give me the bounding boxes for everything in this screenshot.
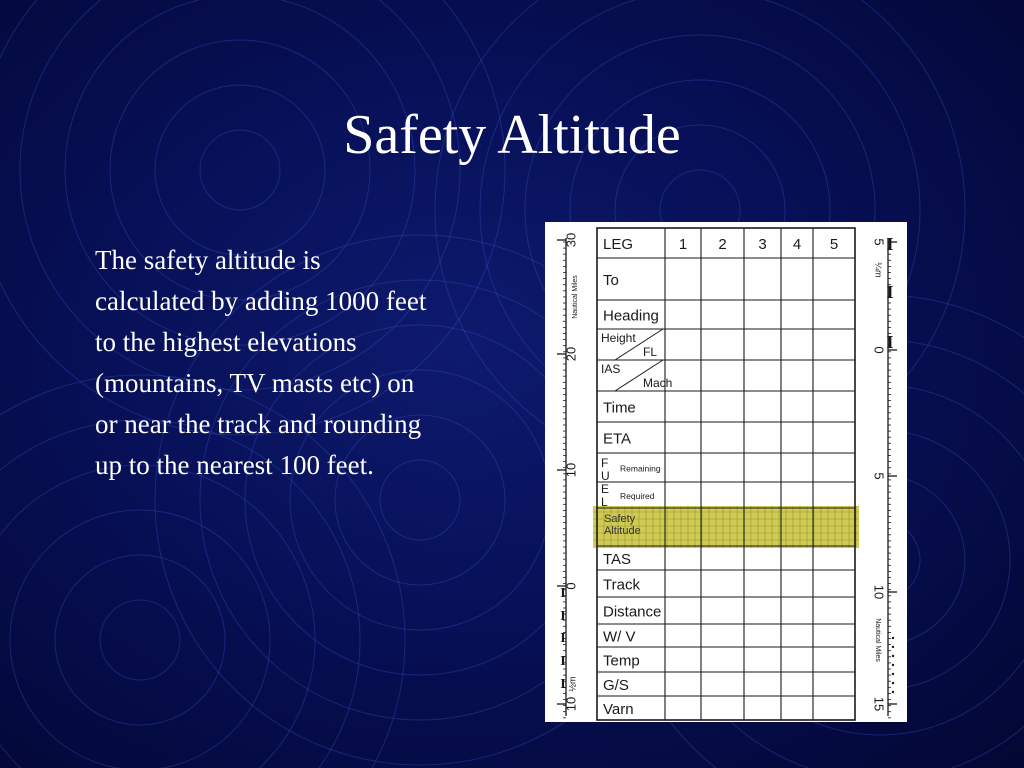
slide-title: Safety Altitude bbox=[343, 104, 681, 166]
left-scale-marker: I bbox=[560, 654, 566, 669]
log-split-label-bottom: Mach bbox=[643, 376, 673, 390]
safety-altitude-label: Altitude bbox=[604, 525, 641, 537]
log-split-label-top: IAS bbox=[601, 362, 621, 376]
right-scale-marker: I bbox=[886, 234, 894, 254]
navigation-log-form bbox=[545, 222, 907, 722]
log-header-label: LEG bbox=[603, 236, 634, 253]
right-scale-marker: I bbox=[886, 282, 894, 302]
right-scale-tick-label: 15 bbox=[871, 696, 887, 712]
log-row-label: W/ V bbox=[603, 628, 636, 646]
fuel-letter: F bbox=[601, 456, 609, 470]
log-split-label-top: Height bbox=[601, 331, 636, 345]
right-scale-quarter-mark: ¼m bbox=[873, 262, 884, 278]
left-scale-tick-label: 0 bbox=[563, 582, 579, 590]
log-row-label: Time bbox=[603, 399, 636, 417]
log-leg-number: 1 bbox=[678, 236, 688, 253]
log-row-label: Varn bbox=[603, 701, 634, 718]
log-row-label: Heading bbox=[603, 307, 659, 325]
right-scale-unit: Nautical Miles bbox=[874, 618, 882, 662]
right-scale-dot bbox=[892, 682, 894, 684]
fuel-letter: E bbox=[601, 482, 610, 496]
left-scale-marker: I bbox=[560, 677, 566, 692]
log-row-label: ETA bbox=[603, 430, 632, 448]
decorative-ring bbox=[100, 600, 180, 680]
log-row-label: Temp bbox=[603, 652, 640, 670]
log-row-label: G/S bbox=[603, 677, 629, 694]
right-scale-tick-label: 5 bbox=[871, 238, 887, 246]
right-scale-marker: I bbox=[886, 332, 894, 352]
log-row-label: To bbox=[603, 272, 619, 289]
left-scale-marker: I bbox=[560, 631, 566, 646]
left-scale-tick-label: 30 bbox=[563, 232, 579, 248]
right-scale-dot bbox=[892, 637, 894, 639]
log-split-label-bottom: FL bbox=[643, 345, 658, 359]
left-scale-marker: I bbox=[560, 586, 566, 601]
right-scale-dot bbox=[892, 646, 894, 648]
log-row-label: TAS bbox=[603, 551, 632, 568]
log-leg-number: 2 bbox=[718, 236, 727, 253]
left-scale-unit: Nautical Miles bbox=[571, 275, 579, 319]
navigation-log-figure bbox=[545, 222, 907, 722]
right-scale-dot bbox=[892, 691, 894, 693]
log-row-label: Distance bbox=[603, 603, 662, 621]
log-row-label: Track bbox=[603, 576, 640, 594]
right-scale-dot bbox=[892, 655, 894, 657]
log-leg-number: 4 bbox=[792, 236, 802, 253]
log-table-frame bbox=[597, 228, 855, 720]
fuel-row-label: Required bbox=[620, 491, 655, 501]
slide-body-text: The safety altitude is calculated by adding 1000 feet to the highest elevations (mountains, TV masts etc) on or near the track and rounding up to the nearest 100 feet. bbox=[95, 245, 427, 480]
log-leg-number: 3 bbox=[758, 236, 767, 253]
right-scale-dot bbox=[892, 673, 894, 675]
fuel-row-label: Remaining bbox=[620, 463, 661, 474]
fuel-letter: U bbox=[601, 469, 610, 483]
left-scale-marker: I bbox=[560, 609, 566, 624]
left-scale-half-mark: ½m bbox=[567, 676, 578, 692]
right-scale-tick-label: 5 bbox=[871, 472, 887, 480]
right-scale-tick-label: 0 bbox=[871, 346, 887, 354]
left-scale-tick-label: 10 bbox=[563, 696, 579, 712]
left-scale-tick-label: 10 bbox=[563, 462, 579, 478]
right-scale-dot bbox=[892, 664, 894, 666]
safety-altitude-label: Safety bbox=[604, 513, 636, 525]
decorative-ring bbox=[55, 555, 225, 725]
log-leg-number: 5 bbox=[829, 236, 839, 253]
right-scale-tick-label: 10 bbox=[871, 584, 887, 600]
decorative-ring bbox=[10, 510, 270, 768]
left-scale-tick-label: 20 bbox=[563, 346, 579, 362]
fuel-letter: L bbox=[601, 495, 608, 509]
